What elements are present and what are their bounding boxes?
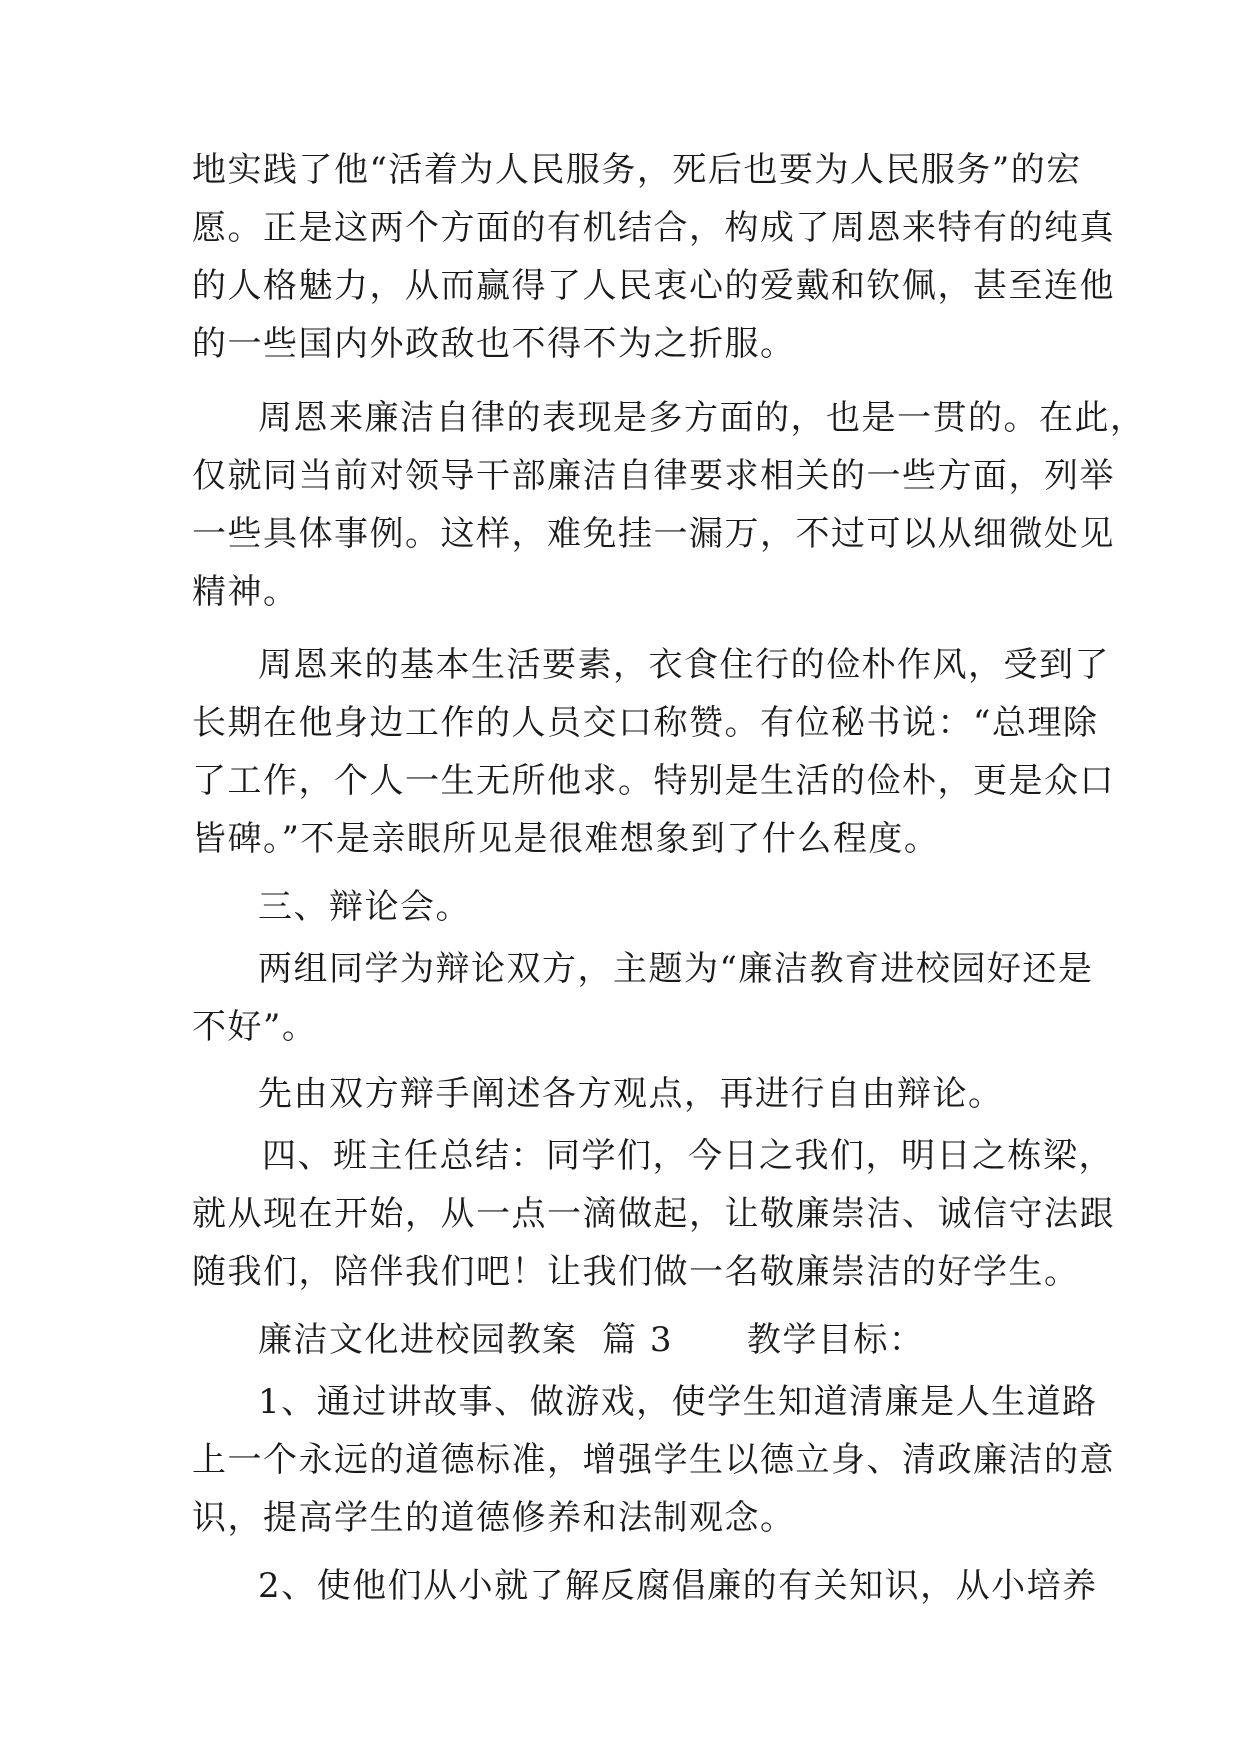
text-line: 愿。正是这两个方面的有机结合，构成了周恩来特有的纯真: [192, 208, 1115, 248]
paragraph-start-line: 先由双方辩手阐述各方观点，再进行自由辩论。: [258, 1074, 1004, 1114]
section-heading: 三、辩论会。: [258, 887, 471, 927]
paragraph-start-line: 2、使他们从小就了解反腐倡廉的有关知识，从小培养: [258, 1566, 1098, 1606]
text-line: 了工作，个人一生无所他求。特别是生活的俭朴，更是众口: [192, 761, 1115, 801]
text-line: 就从现在开始，从一点一滴做起，让敬廉崇洁、诚信守法跟: [192, 1194, 1115, 1234]
paragraph-start-line: 1、通过讲故事、做游戏，使学生知道清廉是人生道路: [258, 1382, 1098, 1422]
text-line: 地实践了他“活着为人民服务，死后也要为人民服务”的宏: [192, 150, 1082, 190]
text-line: 不好”。: [192, 1007, 318, 1047]
paragraph-start-line: 周恩来的基本生活要素，衣食住行的俭朴作风，受到了: [258, 645, 1110, 685]
text-line: 一些具体事例。这样，难免挂一漏万，不过可以从细微处见: [192, 514, 1115, 554]
text-line: 精神。: [192, 572, 299, 612]
text-line: 随我们，陪伴我们吧！让我们做一名敬廉崇洁的好学生。: [192, 1252, 1080, 1292]
section-heading: 四、班主任总结：同学们，今日之我们，明日之栋梁，: [262, 1136, 1114, 1176]
text-line: 识，提高学生的道德修养和法制观念。: [192, 1498, 796, 1538]
text-line: 仅就同当前对领导干部廉洁自律要求相关的一些方面，列举: [192, 456, 1115, 496]
text-line: 皆碑。”不是亲眼所见是很难想象到了什么程度。: [192, 819, 940, 859]
lesson-plan-title: 廉洁文化进校园教案 篇 3 教学目标：: [258, 1320, 925, 1360]
text-line: 上一个永远的道德标准，增强学生以德立身、清政廉洁的意: [192, 1440, 1115, 1480]
text-line: 长期在他身边工作的人员交口称赞。有位秘书说：“总理除: [192, 703, 1099, 743]
paragraph-start-line: 周恩来廉洁自律的表现是多方面的，也是一贯的。在此，: [258, 398, 1146, 438]
text-line: 的一些国内外政敌也不得不为之折服。: [192, 324, 796, 364]
text-line: 的人格魅力，从而赢得了人民衷心的爱戴和钦佩，甚至连他: [192, 266, 1115, 306]
paragraph-start-line: 两组同学为辩论双方，主题为“廉洁教育进校园好还是: [258, 949, 1094, 989]
